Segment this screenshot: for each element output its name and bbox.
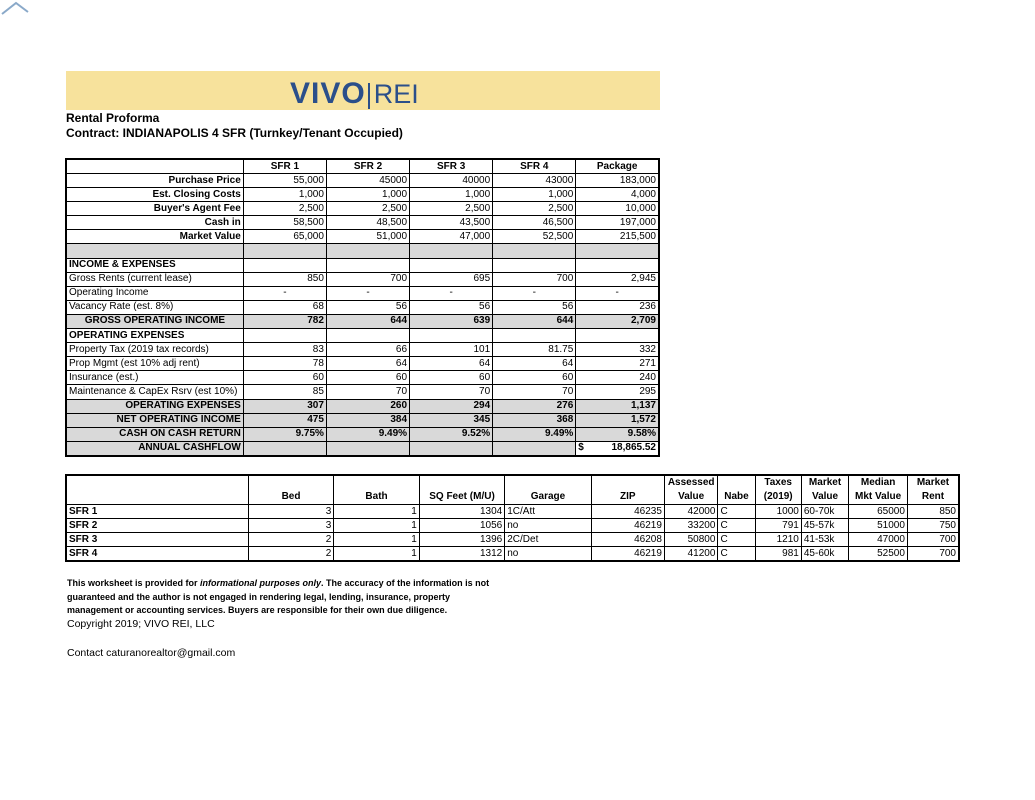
value-cell: 1,000 [326, 188, 409, 202]
column-header [66, 159, 243, 174]
vivorei-logo [290, 79, 419, 109]
empty-cell [493, 441, 576, 456]
value-cell: 332 [576, 343, 659, 357]
row-label: Cash in [66, 216, 243, 230]
value-cell: 475 [243, 413, 326, 427]
value-cell: 1,000 [493, 188, 576, 202]
empty-cell [576, 329, 659, 343]
table-row [66, 357, 659, 371]
disclaimer-text: This worksheet is provided for [67, 578, 201, 588]
proforma-header-row [66, 159, 659, 174]
column-header: Median Mkt Value [849, 475, 908, 505]
bed-cell: 2 [248, 547, 333, 562]
nabe-cell: C [718, 505, 755, 519]
value-cell: 60 [410, 371, 493, 385]
total-row [66, 427, 659, 441]
section-header: OPERATING EXPENSES [66, 329, 243, 343]
empty-cell [326, 441, 409, 456]
roof-icon [0, 0, 30, 16]
column-header: Bath [334, 475, 419, 505]
value-cell: 46,500 [493, 216, 576, 230]
column-header: Package [576, 159, 659, 174]
market-value-cell: 45-60k [801, 547, 848, 562]
value-cell: - [576, 286, 659, 300]
proforma-table [65, 158, 660, 457]
value-cell: 83 [243, 343, 326, 357]
value-cell: 295 [576, 385, 659, 399]
contact: Contact caturanorealtor@gmail.com [67, 647, 236, 659]
value-cell: 101 [410, 343, 493, 357]
column-header: Taxes (2019) [755, 475, 801, 505]
empty-cell [243, 258, 326, 272]
bed-cell: 2 [248, 533, 333, 547]
row-label: Operating Income [66, 286, 243, 300]
empty-cell [410, 258, 493, 272]
property-name: SFR 2 [66, 519, 248, 533]
value-cell: 4,000 [576, 188, 659, 202]
value-cell: 782 [243, 314, 326, 328]
value-cell: 271 [576, 357, 659, 371]
column-header: SFR 3 [410, 159, 493, 174]
value-cell: 2,500 [410, 202, 493, 216]
income-header-row [66, 258, 659, 272]
property-name: SFR 1 [66, 505, 248, 519]
column-header: SFR 2 [326, 159, 409, 174]
garage-cell: 1C/Att [505, 505, 592, 519]
column-header: SQ Feet (M/U) [419, 475, 504, 505]
total-row [66, 413, 659, 427]
row-label: CASH ON CASH RETURN [66, 427, 243, 441]
table-row [66, 385, 659, 399]
taxes-cell: 1000 [755, 505, 801, 519]
value-cell: 1,572 [576, 413, 659, 427]
zip-cell: 46235 [591, 505, 664, 519]
market-value-cell: 45-57k [801, 519, 848, 533]
empty-cell [576, 258, 659, 272]
zip-cell: 46219 [591, 547, 664, 562]
assessed-cell: 50800 [664, 533, 718, 547]
properties-header-row [66, 475, 959, 505]
empty-cell [410, 244, 493, 258]
value-cell: 644 [326, 314, 409, 328]
value-cell: 48,500 [326, 216, 409, 230]
garage-cell: 2C/Det [505, 533, 592, 547]
value-cell: 60 [326, 371, 409, 385]
value-cell: 2,500 [493, 202, 576, 216]
property-row [66, 533, 959, 547]
taxes-cell: 1210 [755, 533, 801, 547]
value-cell: 9.49% [326, 427, 409, 441]
value-cell: 9.75% [243, 427, 326, 441]
logo-separator [368, 83, 370, 109]
table-row [66, 286, 659, 300]
copyright: Copyright 2019; VIVO REI, LLC [67, 618, 215, 630]
bed-cell: 3 [248, 505, 333, 519]
column-header [66, 475, 248, 505]
empty-cell [493, 258, 576, 272]
row-label: Market Value [66, 230, 243, 244]
value-cell: 639 [410, 314, 493, 328]
median-cell: 51000 [849, 519, 908, 533]
empty-cell [410, 329, 493, 343]
value-cell: - [410, 286, 493, 300]
table-row [66, 230, 659, 244]
value-cell: 56 [493, 300, 576, 314]
value-cell: 2,945 [576, 272, 659, 286]
nabe-cell: C [718, 519, 755, 533]
value-cell: 368 [493, 413, 576, 427]
empty-cell [493, 329, 576, 343]
row-label: NET OPERATING INCOME [66, 413, 243, 427]
value-cell: 85 [243, 385, 326, 399]
value-cell: 70 [493, 385, 576, 399]
zip-cell: 46219 [591, 519, 664, 533]
column-header: Nabe [718, 475, 755, 505]
column-header: SFR 1 [243, 159, 326, 174]
value-cell: 64 [410, 357, 493, 371]
value-cell: 9.49% [493, 427, 576, 441]
value-cell: 236 [576, 300, 659, 314]
garage-cell: no [505, 519, 592, 533]
bath-cell: 1 [334, 533, 419, 547]
annual-cashflow-row [66, 441, 659, 456]
column-header: ZIP [591, 475, 664, 505]
table-row [66, 216, 659, 230]
disclaimer-text-2: . The accuracy of the information is not guaranteed and the author is not engaged in rendering legal, lending, insurance, property management or accounting services. Buyers are responsible for their own due diligence. [67, 578, 490, 615]
value-cell: 700 [326, 272, 409, 286]
row-label: Property Tax (2019 tax records) [66, 343, 243, 357]
row-label: Maintenance & CapEx Rsrv (est 10%) [66, 385, 243, 399]
value-cell: 384 [326, 413, 409, 427]
column-header: Market Value [801, 475, 848, 505]
value-cell: 52,500 [493, 230, 576, 244]
value-cell: 1,000 [243, 188, 326, 202]
value-cell: 64 [326, 357, 409, 371]
value-cell: 215,500 [576, 230, 659, 244]
table-row [66, 188, 659, 202]
bath-cell: 1 [334, 519, 419, 533]
row-label: Est. Closing Costs [66, 188, 243, 202]
median-cell: 65000 [849, 505, 908, 519]
spacer-row [66, 244, 659, 258]
value-cell: - [493, 286, 576, 300]
value-cell: 695 [410, 272, 493, 286]
disclaimer-emphasis: informational purposes only [200, 578, 322, 588]
value-cell: 644 [493, 314, 576, 328]
property-row [66, 547, 959, 562]
property-row [66, 519, 959, 533]
zip-cell: 46208 [591, 533, 664, 547]
value-cell: 345 [410, 413, 493, 427]
table-row [66, 371, 659, 385]
property-row [66, 505, 959, 519]
value-cell: 9.58% [576, 427, 659, 441]
taxes-cell: 791 [755, 519, 801, 533]
value-cell: 183,000 [576, 174, 659, 188]
empty-cell [326, 258, 409, 272]
nabe-cell: C [718, 533, 755, 547]
row-label: OPERATING EXPENSES [66, 399, 243, 413]
bath-cell: 1 [334, 505, 419, 519]
rent-cell: 750 [907, 519, 959, 533]
value-cell: 58,500 [243, 216, 326, 230]
sqft-cell: 1312 [419, 547, 504, 562]
table-row [66, 300, 659, 314]
garage-cell: no [505, 547, 592, 562]
value-cell: 307 [243, 399, 326, 413]
assessed-cell: 33200 [664, 519, 718, 533]
median-cell: 47000 [849, 533, 908, 547]
table-row [66, 202, 659, 216]
value-cell: 240 [576, 371, 659, 385]
currency-symbol: $ [578, 442, 584, 454]
annual-cashflow-amount: 18,865.52 [611, 442, 656, 454]
row-label: Insurance (est.) [66, 371, 243, 385]
rent-cell: 700 [907, 547, 959, 562]
row-label: Prop Mgmt (est 10% adj rent) [66, 357, 243, 371]
empty-cell [243, 329, 326, 343]
bath-cell: 1 [334, 547, 419, 562]
value-cell: 197,000 [576, 216, 659, 230]
column-header: Assessed Value [664, 475, 718, 505]
section-header: INCOME & EXPENSES [66, 258, 243, 272]
table-row [66, 174, 659, 188]
value-cell: 276 [493, 399, 576, 413]
properties-table [65, 474, 960, 562]
market-value-cell: 41-53k [801, 533, 848, 547]
value-cell: 60 [243, 371, 326, 385]
annual-cashflow-value [576, 441, 659, 456]
value-cell: 700 [493, 272, 576, 286]
sqft-cell: 1056 [419, 519, 504, 533]
page-title: Rental Proforma [66, 111, 160, 125]
value-cell: 294 [410, 399, 493, 413]
total-row [66, 399, 659, 413]
table-row [66, 272, 659, 286]
value-cell: 40000 [410, 174, 493, 188]
value-cell: 43000 [493, 174, 576, 188]
median-cell: 52500 [849, 547, 908, 562]
value-cell: 10,000 [576, 202, 659, 216]
empty-cell [326, 244, 409, 258]
row-label: Gross Rents (current lease) [66, 272, 243, 286]
property-name: SFR 3 [66, 533, 248, 547]
column-header: SFR 4 [493, 159, 576, 174]
assessed-cell: 42000 [664, 505, 718, 519]
empty-cell [243, 244, 326, 258]
assessed-cell: 41200 [664, 547, 718, 562]
property-name: SFR 4 [66, 547, 248, 562]
nabe-cell: C [718, 547, 755, 562]
empty-cell [326, 329, 409, 343]
empty-cell [576, 244, 659, 258]
rent-cell: 700 [907, 533, 959, 547]
value-cell: 51,000 [326, 230, 409, 244]
row-label: ANNUAL CASHFLOW [66, 441, 243, 456]
column-header: Market Rent [907, 475, 959, 505]
value-cell: 850 [243, 272, 326, 286]
column-header: Bed [248, 475, 333, 505]
value-cell: 55,000 [243, 174, 326, 188]
value-cell: 9.52% [410, 427, 493, 441]
row-label: Purchase Price [66, 174, 243, 188]
rent-cell: 850 [907, 505, 959, 519]
disclaimer [67, 577, 507, 618]
empty-cell [243, 441, 326, 456]
row-label: GROSS OPERATING INCOME [66, 314, 243, 328]
value-cell: 2,500 [326, 202, 409, 216]
empty-cell [493, 244, 576, 258]
value-cell: 66 [326, 343, 409, 357]
value-cell: 78 [243, 357, 326, 371]
value-cell: 1,137 [576, 399, 659, 413]
empty-cell [66, 244, 243, 258]
value-cell: 68 [243, 300, 326, 314]
sqft-cell: 1396 [419, 533, 504, 547]
market-value-cell: 60-70k [801, 505, 848, 519]
bed-cell: 3 [248, 519, 333, 533]
value-cell: 47,000 [410, 230, 493, 244]
logo-text-vivo: VIVO [290, 77, 366, 110]
value-cell: 65,000 [243, 230, 326, 244]
value-cell: 81.75 [493, 343, 576, 357]
value-cell: 60 [493, 371, 576, 385]
value-cell: 45000 [326, 174, 409, 188]
value-cell: 43,500 [410, 216, 493, 230]
value-cell: 1,000 [410, 188, 493, 202]
logo-text-rei: REI [373, 79, 419, 109]
empty-cell [410, 441, 493, 456]
value-cell: - [243, 286, 326, 300]
column-header: Garage [505, 475, 592, 505]
row-label: Vacancy Rate (est. 8%) [66, 300, 243, 314]
opex-header-row [66, 329, 659, 343]
row-label: Buyer's Agent Fee [66, 202, 243, 216]
taxes-cell: 981 [755, 547, 801, 562]
value-cell: 2,500 [243, 202, 326, 216]
value-cell: 260 [326, 399, 409, 413]
value-cell: 64 [493, 357, 576, 371]
value-cell: 2,709 [576, 314, 659, 328]
value-cell: 56 [326, 300, 409, 314]
page-subtitle: Contract: INDIANAPOLIS 4 SFR (Turnkey/Tenant Occupied) [66, 126, 403, 140]
value-cell: 70 [326, 385, 409, 399]
gross-operating-income-row [66, 314, 659, 328]
value-cell: 56 [410, 300, 493, 314]
table-row [66, 343, 659, 357]
value-cell: 70 [410, 385, 493, 399]
value-cell: - [326, 286, 409, 300]
sqft-cell: 1304 [419, 505, 504, 519]
